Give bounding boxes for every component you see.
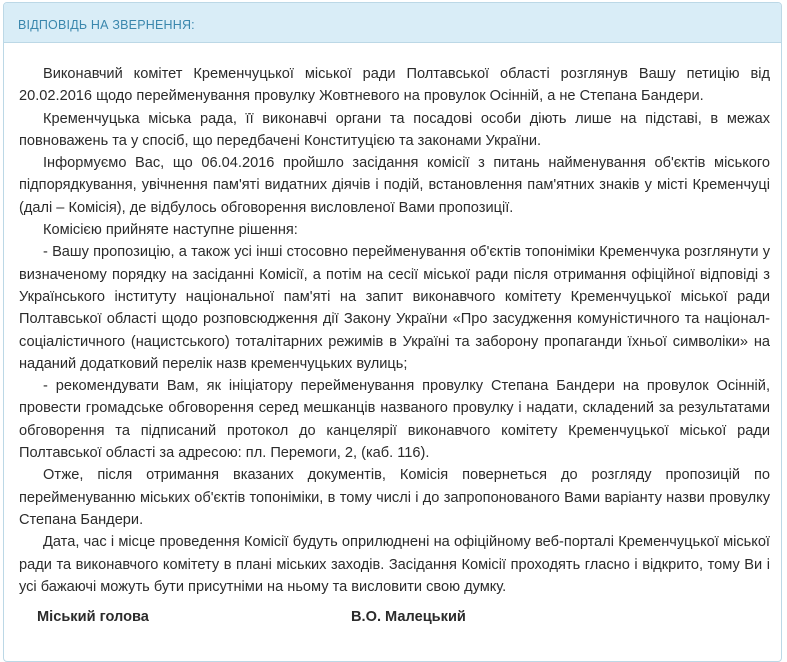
paragraph: Дата, час і місце проведення Комісії будуть оприлюднені на офіційному веб-порталі Кременчуцької міської ради та виконавчого комітету в плані міських заходів. Засідання Комісії проходять гласно і відкрито, тому Ви і усі бажаючі можуть бути присутніми на ньому та висловити свою думку. xyxy=(19,534,770,595)
panel-title: ВІДПОВІДЬ НА ЗВЕРНЕННЯ: xyxy=(18,18,195,32)
paragraph: Комісією прийняте наступне рішення: xyxy=(43,222,298,239)
signature-name: В.О. Малецький xyxy=(351,609,466,625)
signature-role: Міський голова xyxy=(37,609,149,625)
panel-header xyxy=(4,3,781,43)
paragraph: Отже, після отримання вказаних документів, Комісія повернеться до розгляду пропозицій по перейменуванню міських об'єктів топоніміки, в тому числі і до запропонованого Вами варіанту назви провулку Степана Бандери. xyxy=(19,467,770,528)
panel-body xyxy=(4,43,781,598)
paragraph: Кременчуцька міська рада, її виконавчі органи та посадові особи діють лише на підставі, в межах повноважень та у спосіб, що передбачені Конституцією та законами України. xyxy=(19,110,770,149)
response-panel xyxy=(3,2,782,662)
paragraph: - Вашу пропозицію, а також усі інші стосовно перейменування об'єктів топоніміки Кременчука розглянути у визначеному порядку на засіданні Комісії, а потім на сесії міської ради після отримання офіційної відповіді з Українського інституту національної пам'яті на запит виконавчого комітету Кременчуцької міської ради Полтавської області щодо розповсюдження дії Закону України «Про засудження комуністичного та націонал-соціалістичного (нацистського) тоталітарних режимів в Україні та заборону пропаганди їхньої символіки» на наданий додатковий перелік назв кременчуцьких вулиць; xyxy=(19,244,770,372)
paragraph: Виконавчий комітет Кременчуцької міської ради Полтавської області розглянув Вашу петицію від 20.02.2016 щодо перейменування провулку Жовтневого на провулок Осінній, а не Степана Бандери. xyxy=(19,66,770,105)
paragraph: - рекомендувати Вам, як ініціатору перейменування провулку Степана Бандери на провулок Осінній, провести громадське обговорення серед мешканців названого провулку і надати, складений за результатами обговорення та підписаний протокол до канцелярії виконавчого комітету Кременчуцької міської ради Полтавської області за адресою: пл. Перемоги, 2, (каб. 116). xyxy=(19,378,770,462)
paragraph: Інформуємо Вас, що 06.04.2016 пройшло засідання комісії з питань найменування об'єктів міського підпорядкування, увічнення пам'яті видатних діячів і подій, встановлення пам'ятних знаків у місті Кременчуці (далі – Комісія), де відбулось обговорення висловленої Вами пропозиції. xyxy=(19,155,770,216)
